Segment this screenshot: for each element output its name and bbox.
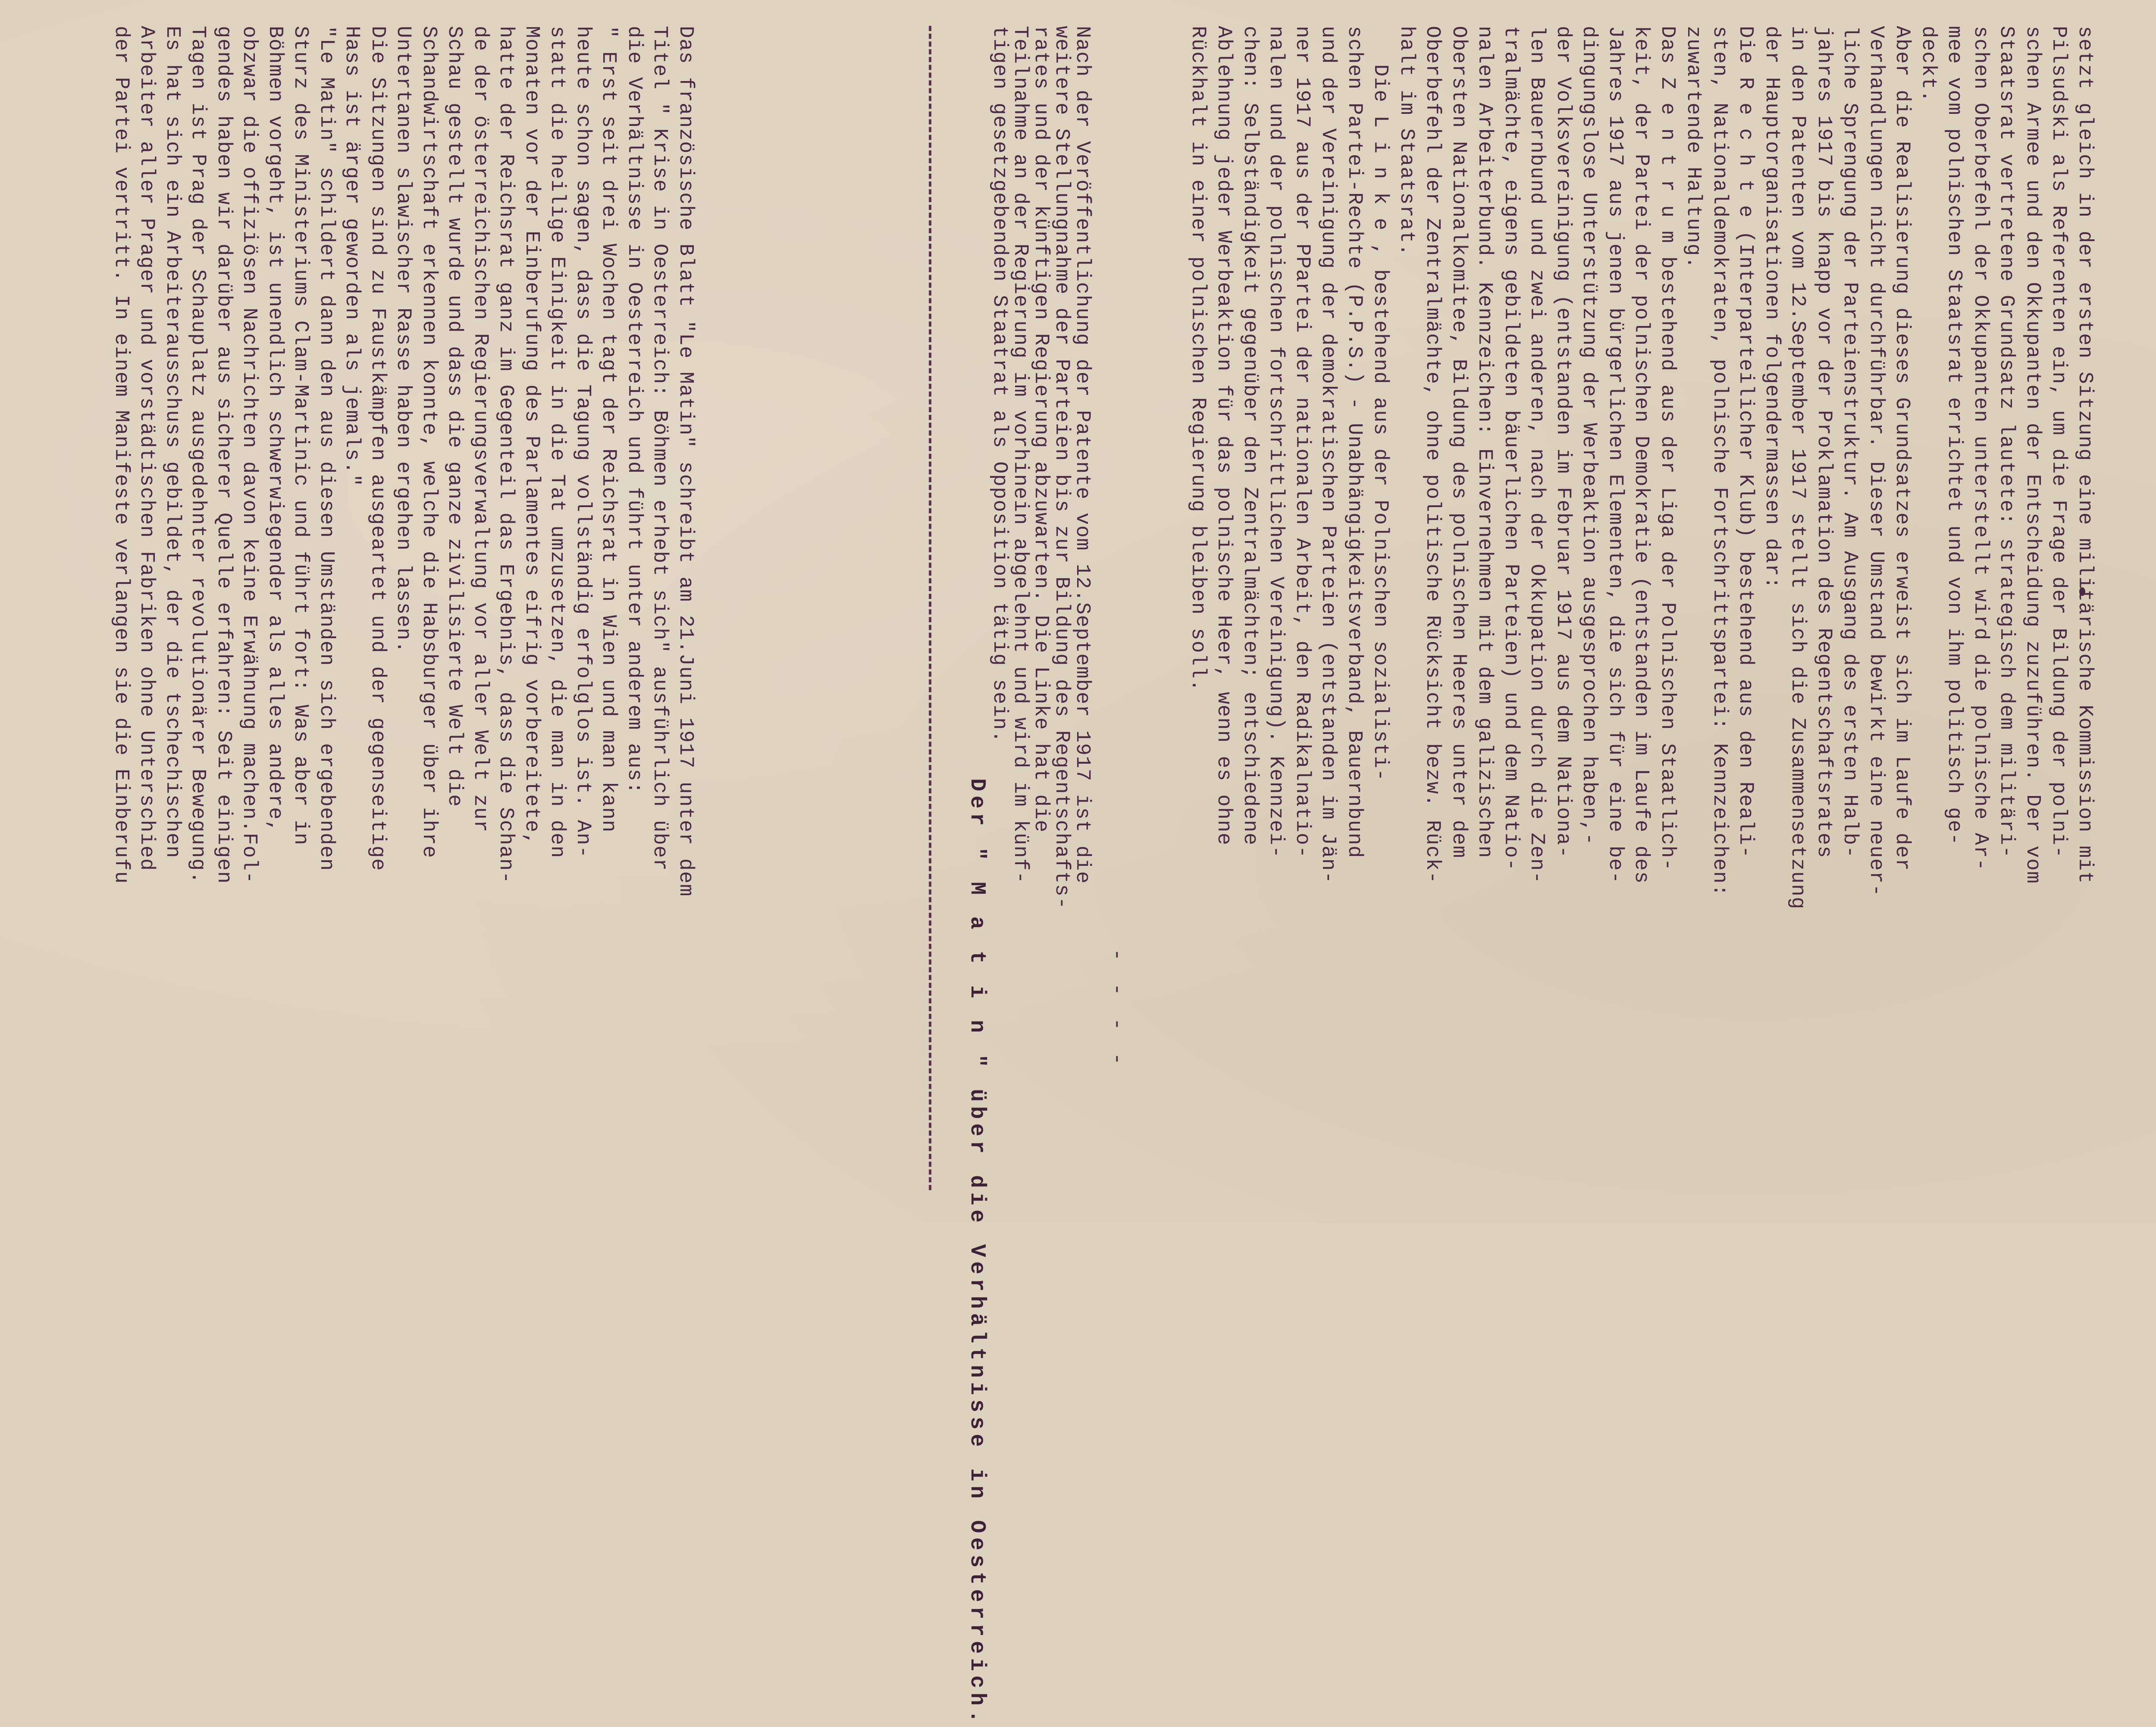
text-line: keit, der Partei der polnischen Demokratie (entstanden im Laufe des [1630,26,1653,884]
text-line: Aber die Realisierung dieses Grundsatzes erweist sich im Laufe der [1890,26,1914,871]
text-line: obzwar die offiziösen Nachrichten davon keine Erwähnung machen.Fol- [238,26,261,884]
section-separator: - - - - [1105,949,1128,1070]
text-line: sten, Nationaldemokraten, polnische Fortschrittspartei: Kennzeichen: [1708,26,1731,897]
text-line: liche Sprengung der Parteienstruktur. Am Ausgang des ersten Halb- [1838,26,1861,859]
text-line: len Bauernbund und zwei anderen, nach der Okkupation durch die Zen- [1525,26,1548,884]
text-line: dingungslose Unterstützung der Werbeaktion ausgesprochen haben,- [1577,26,1601,846]
text-line: und der Vereinigung der demokratischen Parteien (entstanden im Jän- [1316,26,1340,884]
text-line: Untertanen slawischer Rasse haben ergehen lassen. [392,26,415,654]
text-line: Das Z e n t r u m bestehend aus der Liga der Polnischen Staatlich- [1656,26,1679,871]
text-line: jahres 1917 bis knapp vor der Proklamation des Regentschaftsrates [1812,26,1835,859]
text-line: hatte der Reichsrat ganz im Gegenteil das Ergebnis, dass die Schan- [494,26,517,884]
text-line: statt die heilige Einigkeit in die Tat umzusetzen, die man in den [545,26,569,859]
text-line: chen: Selbständigkeit gegenüber den Zentralmächten; entschiedene [1238,26,1261,846]
text-line: setzt gleich in der ersten Sitzung eine militärische Kommission mit [2073,26,2096,884]
text-line: tigen gesetzgebenden Staatrat als Opposition tätig sein. [988,26,1011,743]
text-line: Obersten Nationalkomitee, Bildung des polnischen Heeres unter dem [1447,26,1470,859]
text-line: in den Patenten vom 12.September 1917 stellt sich die Zusammensetzung [1786,26,1809,910]
text-line: Die L i n k e , bestehend aus der Polnischen sozialisti- [1369,26,1392,782]
text-line: schen Oberbefehl der Okkupanten unterstellt wird die polnische Ar- [1969,26,1992,871]
text-line: heute schon sagen, dass die Tagung vollständig erfolglos ist. An- [571,26,594,859]
text-line: Pilsudski als Referenten ein, um die Frage der Bildung der polni- [2047,26,2070,859]
text-line: ner 1917 aus der PPartei der nationalen Arbeit, den Radikalnatio- [1291,26,1313,859]
text-line: Ablehnung jeder Werbeaktion für das polnische Heer, wenn es ohne [1212,26,1235,846]
text-line: Die Sitzungen sind zu Faustkämpfen ausgeartet und der gegenseitige [366,26,389,871]
text-line: de der österreichischen Regierungsverwaltung vor aller Welt zur [469,26,492,833]
text-line: schen Armee und den Okkupanten der Entscheidung zuzuführen. Der vom [2021,26,2044,884]
text-line: Jahres 1917 aus jenen bürgerlichen Elementen, die sich für eine be- [1604,26,1626,884]
text-line: Monaten vor der Einberufung des Parlamentes eifrig vorbereitete, [520,26,543,846]
text-line: halt im Staatsrat. [1395,26,1418,257]
text-line: Teilnahme an der Regierung im vorhinein abgelehnt und wird im künf- [1009,26,1031,884]
text-line: Verhandlungen nicht durchführbar. Dieser Umstand bewirkt eine neuer- [1865,26,1887,897]
text-line: "Le Matin" schildert dann den aus diesen Umständen sich ergebenden [315,26,338,871]
text-line: Tagen ist Prag der Schauplatz ausgedehnter revolutionärer Bewegung. [186,26,210,884]
text-line: deckt. [1917,26,1940,103]
text-line: nalen Arbeiterbund. Kennzeichen: Einvernehmen mit dem galizischen [1473,26,1496,859]
text-line: Rückhalt in einer polnischen Regierung bleiben soll. [1186,26,1209,692]
text-line: die Verhältnisse in Oesterreich und führt unter anderem aus: [623,26,646,795]
text-line: Es hat sich ein Arbeiterausschuss gebildet, der die tschechischen [161,26,184,859]
text-line: Böhmen vorgeht, ist unendlich schwerwiegender als alles andere, [263,26,286,833]
text-line: Titel " Krise in Oesterreich: Böhmen erhebt sich" ausführlich über [648,26,671,871]
text-line: Oberbefehl der Zentralmächte, ohne politische Rücksicht bezw. Rück- [1421,26,1444,884]
heading-dashed-rule [929,26,931,1190]
text-line: nalen und der polnischen fortschrittlichen Vereinigung). Kennzei- [1264,26,1288,859]
text-line: Das französische Blatt "Le Matin" schreibt am 21.Juni 1917 unter dem [674,26,697,897]
text-line: Sturz des Ministeriums Clam-Martinic und führt fort: Was aber in [289,26,312,846]
text-line: weitere Stellungnahme der Parteien bis zur Bildung des Regentschafts- [1050,26,1073,910]
text-line: Hass ist ärger geworden als jemals." [340,26,364,487]
text-line: tralmächte, eigens gebildeten bäuerlichen Parteien) und dem Natio- [1499,26,1522,871]
text-line: der Hauptorganisationen folgendermassen dar: [1760,26,1783,590]
text-line: Nach der Veröffentlichung der Patente vom 12.September 1917 ist die [1071,26,1094,884]
text-line: " Erst seit drei Wochen tagt der Reichsrat in Wien und man kann [597,26,620,833]
text-line: mee vom polnischen Staatsrat errichtet und von ihm politisch ge- [1943,26,1966,846]
text-line: der Volksvereinigung (entstanden im Februar 1917 aus dem Nationa- [1551,26,1574,859]
typed-text-block [69,26,2096,1727]
text-line: gendes haben wir darüber aus sicherer Quelle erfahren: Seit einigen [212,26,235,884]
text-line: Die R e c h t e (Interparteilicher Klub) bestehend aus den Reali- [1734,26,1757,859]
text-line: der Partei vertritt. In einem Manifeste verlangen sie die Einberufu [110,26,132,884]
text-line: schen Partei-Rechte (P.P.S.) - Unabhängigkeitsverband, Bauernbund [1343,26,1366,859]
text-line: Arbeiter aller Prager und vorstädtischen Fabriken ohne Unterschied [135,26,158,871]
text-line: Schau gestellt wurde und dass die ganze zivilisierte Welt die [443,26,466,807]
section-heading-matin: Der " M a t i n " über die Verhältnisse in Oesterreich. [965,778,989,1727]
text-line: Staatsrat vertretene Grundsatz lautete: strategisch dem militäri- [1995,26,2018,859]
text-line: Schandwirtschaft erkennen konnte, welche die Habsburger über ihre [417,26,440,859]
text-line: zuwartende Haltung. [1682,26,1705,270]
text-line: rates und der künftigen Regierung abzuwarten. Die Linke hat die [1029,26,1052,833]
